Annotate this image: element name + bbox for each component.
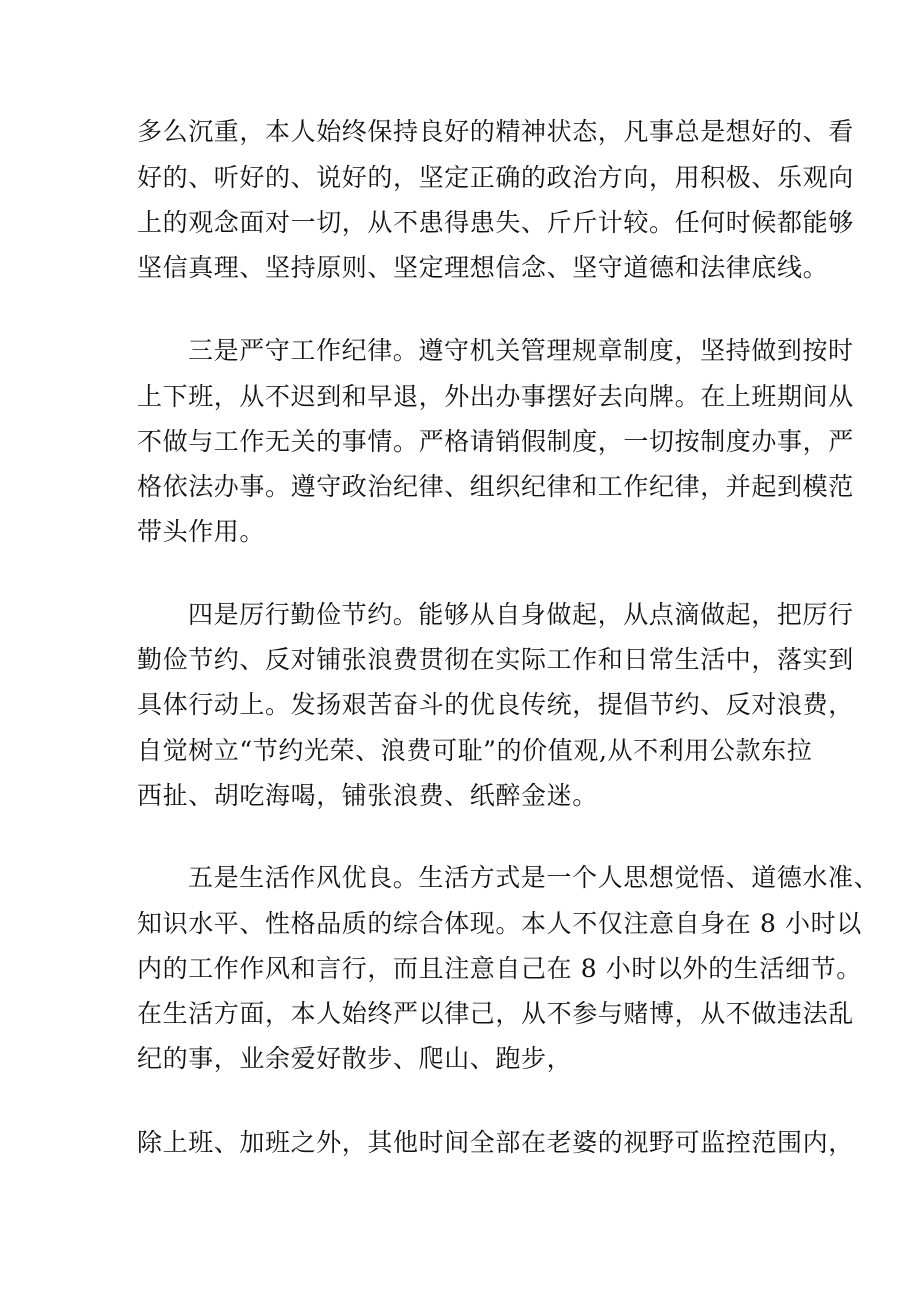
paragraph-3-line-5: 西扯、胡吃海喝，铺张浪费、纸醉金迷。 <box>137 781 598 810</box>
paragraph-3-line-4: 自觉树立“节约光荣、浪费可耻”的价值观,从不利用公款东拉 <box>137 736 813 765</box>
paragraph-4-line-4: 在生活方面，本人始终严以律己，从不参与赌博，从不做违法乱 <box>137 999 854 1028</box>
paragraph-1-line-2: 好的、听好的、说好的，坚定正确的政治方向，用积极、乐观向 <box>137 163 854 192</box>
paragraph-4-line-1: 五是生活作风优良。生活方式是一个人思想觉悟、道德水准、 <box>188 863 880 892</box>
paragraph-4-line-3: 内的工作作风和言行，而且注意自己在 8 小时以外的生活细节。 <box>137 954 862 983</box>
paragraph-1-line-1: 多么沉重，本人始终保持良好的精神状态，凡事总是想好的、看 <box>137 117 854 146</box>
paragraph-1-line-4: 坚信真理、坚持原则、坚定理想信念、坚守道德和法律底线。 <box>137 253 829 282</box>
paragraph-5-line-1: 除上班、加班之外，其他时间全部在老婆的视野可监控范围内， <box>137 1128 854 1157</box>
paragraph-3-line-3: 具体行动上。发扬艰苦奋斗的优良传统，提倡节约、反对浪费， <box>137 690 854 719</box>
paragraph-4-line-5: 纪的事，业余爱好散步、爬山、跑步， <box>137 1044 573 1073</box>
paragraph-2-line-3: 不做与工作无关的事情。严格请销假制度，一切按制度办事，严 <box>137 427 854 456</box>
paragraph-4-line-2: 知识水平、性格品质的综合体现。本人不仅注意自身在 8 小时以 <box>137 909 862 938</box>
paragraph-1-line-3: 上的观念面对一切，从不患得患失、斤斤计较。任何时候都能够 <box>137 208 854 237</box>
paragraph-3-line-2: 勤俭节约、反对铺张浪费贯彻在实际工作和日常生活中，落实到 <box>137 645 854 674</box>
paragraph-2-line-4: 格依法办事。遵守政治纪律、组织纪律和工作纪律，并起到模范 <box>137 472 854 501</box>
paragraph-3-line-1: 四是厉行勤俭节约。能够从自身做起，从点滴做起，把厉行 <box>188 600 854 629</box>
paragraph-2-line-1: 三是严守工作纪律。遵守机关管理规章制度，坚持做到按时 <box>188 336 854 365</box>
paragraph-2-line-5: 带头作用。 <box>137 517 266 546</box>
paragraph-2-line-2: 上下班，从不迟到和早退，外出办事摆好去向牌。在上班期间从 <box>137 382 854 411</box>
